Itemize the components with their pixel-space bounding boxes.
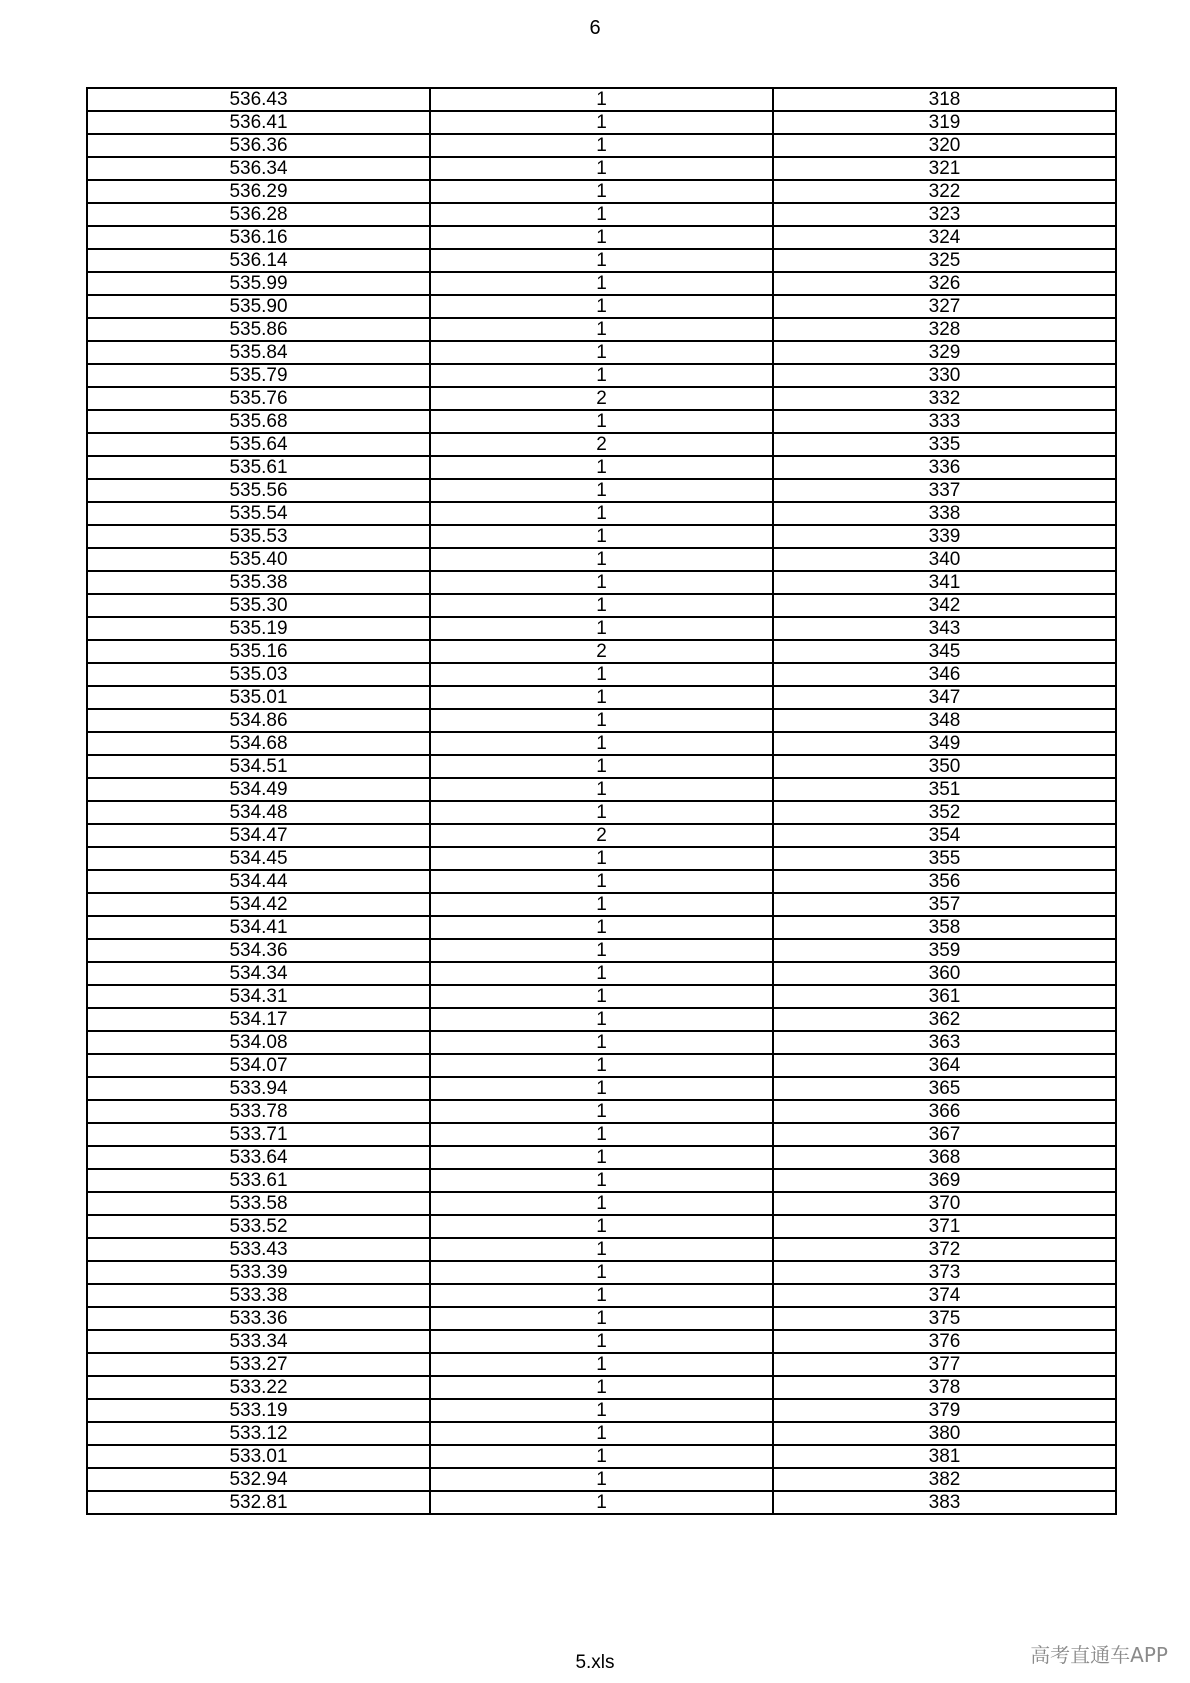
count-cell: 1 — [430, 180, 773, 203]
cumulative-cell: 377 — [773, 1353, 1116, 1376]
table-row — [87, 686, 1116, 709]
table-row — [87, 709, 1116, 732]
table-row — [87, 1077, 1116, 1100]
table-row — [87, 1261, 1116, 1284]
cumulative-cell: 324 — [773, 226, 1116, 249]
table-row — [87, 571, 1116, 594]
table-row — [87, 1215, 1116, 1238]
score-cell: 535.40 — [87, 548, 430, 571]
table-row — [87, 1123, 1116, 1146]
table-row — [87, 1054, 1116, 1077]
score-cell: 534.34 — [87, 962, 430, 985]
cumulative-cell: 358 — [773, 916, 1116, 939]
table-row — [87, 663, 1116, 686]
count-cell: 1 — [430, 1031, 773, 1054]
score-cell: 533.58 — [87, 1192, 430, 1215]
table-row — [87, 962, 1116, 985]
table-row — [87, 387, 1116, 410]
cumulative-cell: 339 — [773, 525, 1116, 548]
cumulative-cell: 338 — [773, 502, 1116, 525]
cumulative-cell: 351 — [773, 778, 1116, 801]
score-cell: 535.53 — [87, 525, 430, 548]
score-cell: 535.38 — [87, 571, 430, 594]
count-cell: 1 — [430, 778, 773, 801]
cumulative-cell: 359 — [773, 939, 1116, 962]
score-cell: 535.76 — [87, 387, 430, 410]
count-cell: 1 — [430, 226, 773, 249]
cumulative-cell: 320 — [773, 134, 1116, 157]
score-cell: 534.51 — [87, 755, 430, 778]
cumulative-cell: 378 — [773, 1376, 1116, 1399]
count-cell: 1 — [430, 364, 773, 387]
score-cell: 535.79 — [87, 364, 430, 387]
table-row — [87, 1422, 1116, 1445]
table-row — [87, 1031, 1116, 1054]
cumulative-cell: 381 — [773, 1445, 1116, 1468]
cumulative-cell: 346 — [773, 663, 1116, 686]
cumulative-cell: 355 — [773, 847, 1116, 870]
score-cell: 535.99 — [87, 272, 430, 295]
score-cell: 535.68 — [87, 410, 430, 433]
count-cell: 1 — [430, 1215, 773, 1238]
table-row — [87, 1192, 1116, 1215]
cumulative-cell: 370 — [773, 1192, 1116, 1215]
cumulative-cell: 367 — [773, 1123, 1116, 1146]
cumulative-cell: 363 — [773, 1031, 1116, 1054]
table-row — [87, 525, 1116, 548]
count-cell: 1 — [430, 1077, 773, 1100]
score-cell: 532.81 — [87, 1491, 430, 1514]
table-row — [87, 548, 1116, 571]
score-cell: 536.43 — [87, 88, 430, 111]
count-cell: 1 — [430, 1468, 773, 1491]
score-cell: 534.68 — [87, 732, 430, 755]
count-cell: 1 — [430, 686, 773, 709]
table-row — [87, 617, 1116, 640]
score-cell: 535.56 — [87, 479, 430, 502]
table-row — [87, 985, 1116, 1008]
table-row — [87, 157, 1116, 180]
score-cell: 534.45 — [87, 847, 430, 870]
score-cell: 533.27 — [87, 1353, 430, 1376]
score-cell: 533.94 — [87, 1077, 430, 1100]
count-cell: 1 — [430, 272, 773, 295]
table-row — [87, 1376, 1116, 1399]
score-cell: 535.84 — [87, 341, 430, 364]
table-row — [87, 1491, 1116, 1514]
table-row — [87, 640, 1116, 663]
count-cell: 1 — [430, 203, 773, 226]
table-row — [87, 318, 1116, 341]
count-cell: 1 — [430, 134, 773, 157]
cumulative-cell: 332 — [773, 387, 1116, 410]
count-cell: 1 — [430, 893, 773, 916]
cumulative-cell: 336 — [773, 456, 1116, 479]
cumulative-cell: 379 — [773, 1399, 1116, 1422]
count-cell: 2 — [430, 387, 773, 410]
score-cell: 534.17 — [87, 1008, 430, 1031]
cumulative-cell: 326 — [773, 272, 1116, 295]
count-cell: 1 — [430, 1192, 773, 1215]
cumulative-cell: 347 — [773, 686, 1116, 709]
score-cell: 534.48 — [87, 801, 430, 824]
count-cell: 2 — [430, 640, 773, 663]
cumulative-cell: 375 — [773, 1307, 1116, 1330]
table-row — [87, 479, 1116, 502]
table-row — [87, 893, 1116, 916]
cumulative-cell: 349 — [773, 732, 1116, 755]
score-cell: 534.08 — [87, 1031, 430, 1054]
cumulative-cell: 329 — [773, 341, 1116, 364]
table-row — [87, 203, 1116, 226]
count-cell: 1 — [430, 663, 773, 686]
table-row — [87, 1100, 1116, 1123]
cumulative-cell: 368 — [773, 1146, 1116, 1169]
table-row — [87, 1284, 1116, 1307]
score-table-body — [87, 88, 1116, 1514]
score-cell: 534.86 — [87, 709, 430, 732]
count-cell: 1 — [430, 571, 773, 594]
footer-filename: 5.xls — [575, 1652, 615, 1673]
score-cell: 535.90 — [87, 295, 430, 318]
score-table — [86, 87, 1117, 1515]
count-cell: 1 — [430, 755, 773, 778]
cumulative-cell: 382 — [773, 1468, 1116, 1491]
count-cell: 1 — [430, 870, 773, 893]
cumulative-cell: 356 — [773, 870, 1116, 893]
count-cell: 1 — [430, 1008, 773, 1031]
score-cell: 536.16 — [87, 226, 430, 249]
score-cell: 533.52 — [87, 1215, 430, 1238]
table-row — [87, 364, 1116, 387]
table-row — [87, 456, 1116, 479]
table-row — [87, 249, 1116, 272]
score-table-container — [86, 87, 1111, 1515]
cumulative-cell: 321 — [773, 157, 1116, 180]
score-cell: 534.41 — [87, 916, 430, 939]
cumulative-cell: 341 — [773, 571, 1116, 594]
count-cell: 1 — [430, 1100, 773, 1123]
score-cell: 534.31 — [87, 985, 430, 1008]
count-cell: 1 — [430, 318, 773, 341]
cumulative-cell: 319 — [773, 111, 1116, 134]
table-row — [87, 1008, 1116, 1031]
score-cell: 534.44 — [87, 870, 430, 893]
count-cell: 1 — [430, 410, 773, 433]
score-cell: 536.34 — [87, 157, 430, 180]
table-row — [87, 1307, 1116, 1330]
score-cell: 533.12 — [87, 1422, 430, 1445]
cumulative-cell: 330 — [773, 364, 1116, 387]
cumulative-cell: 357 — [773, 893, 1116, 916]
score-cell: 535.16 — [87, 640, 430, 663]
count-cell: 1 — [430, 1353, 773, 1376]
score-cell: 535.54 — [87, 502, 430, 525]
table-row — [87, 1169, 1116, 1192]
count-cell: 1 — [430, 916, 773, 939]
cumulative-cell: 362 — [773, 1008, 1116, 1031]
count-cell: 1 — [430, 341, 773, 364]
table-row — [87, 594, 1116, 617]
table-row — [87, 295, 1116, 318]
count-cell: 1 — [430, 157, 773, 180]
table-row — [87, 1353, 1116, 1376]
table-row — [87, 410, 1116, 433]
score-cell: 533.71 — [87, 1123, 430, 1146]
count-cell: 1 — [430, 456, 773, 479]
cumulative-cell: 327 — [773, 295, 1116, 318]
score-cell: 533.38 — [87, 1284, 430, 1307]
score-cell: 533.34 — [87, 1330, 430, 1353]
cumulative-cell: 366 — [773, 1100, 1116, 1123]
score-cell: 536.29 — [87, 180, 430, 203]
table-row — [87, 1146, 1116, 1169]
table-row — [87, 824, 1116, 847]
score-cell: 536.41 — [87, 111, 430, 134]
cumulative-cell: 373 — [773, 1261, 1116, 1284]
score-cell: 532.94 — [87, 1468, 430, 1491]
count-cell: 1 — [430, 709, 773, 732]
table-row — [87, 1468, 1116, 1491]
count-cell: 1 — [430, 1376, 773, 1399]
table-row — [87, 916, 1116, 939]
cumulative-cell: 322 — [773, 180, 1116, 203]
count-cell: 1 — [430, 1491, 773, 1514]
cumulative-cell: 374 — [773, 1284, 1116, 1307]
score-cell: 535.03 — [87, 663, 430, 686]
score-cell: 533.61 — [87, 1169, 430, 1192]
count-cell: 1 — [430, 1054, 773, 1077]
cumulative-cell: 350 — [773, 755, 1116, 778]
table-row — [87, 88, 1116, 111]
count-cell: 1 — [430, 617, 773, 640]
table-row — [87, 939, 1116, 962]
score-cell: 536.14 — [87, 249, 430, 272]
count-cell: 1 — [430, 548, 773, 571]
cumulative-cell: 342 — [773, 594, 1116, 617]
count-cell: 1 — [430, 1146, 773, 1169]
cumulative-cell: 335 — [773, 433, 1116, 456]
table-row — [87, 1399, 1116, 1422]
count-cell: 1 — [430, 111, 773, 134]
count-cell: 1 — [430, 1261, 773, 1284]
count-cell: 1 — [430, 732, 773, 755]
table-row — [87, 847, 1116, 870]
cumulative-cell: 380 — [773, 1422, 1116, 1445]
table-row — [87, 755, 1116, 778]
score-cell: 535.30 — [87, 594, 430, 617]
count-cell: 1 — [430, 1330, 773, 1353]
cumulative-cell: 328 — [773, 318, 1116, 341]
score-cell: 533.64 — [87, 1146, 430, 1169]
count-cell: 1 — [430, 525, 773, 548]
table-row — [87, 732, 1116, 755]
score-cell: 536.36 — [87, 134, 430, 157]
score-cell: 534.07 — [87, 1054, 430, 1077]
score-cell: 535.61 — [87, 456, 430, 479]
cumulative-cell: 343 — [773, 617, 1116, 640]
count-cell: 1 — [430, 985, 773, 1008]
score-cell: 533.39 — [87, 1261, 430, 1284]
score-cell: 533.22 — [87, 1376, 430, 1399]
score-cell: 534.47 — [87, 824, 430, 847]
watermark-text: 高考直通车APP — [1030, 1643, 1168, 1667]
cumulative-cell: 383 — [773, 1491, 1116, 1514]
score-cell: 533.36 — [87, 1307, 430, 1330]
table-row — [87, 226, 1116, 249]
count-cell: 1 — [430, 1284, 773, 1307]
cumulative-cell: 354 — [773, 824, 1116, 847]
count-cell: 1 — [430, 939, 773, 962]
count-cell: 1 — [430, 1445, 773, 1468]
page-number: 6 — [589, 17, 601, 39]
cumulative-cell: 364 — [773, 1054, 1116, 1077]
table-row — [87, 502, 1116, 525]
score-cell: 535.64 — [87, 433, 430, 456]
cumulative-cell: 323 — [773, 203, 1116, 226]
count-cell: 1 — [430, 1238, 773, 1261]
count-cell: 1 — [430, 847, 773, 870]
cumulative-cell: 365 — [773, 1077, 1116, 1100]
table-row — [87, 1330, 1116, 1353]
cumulative-cell: 371 — [773, 1215, 1116, 1238]
cumulative-cell: 376 — [773, 1330, 1116, 1353]
cumulative-cell: 318 — [773, 88, 1116, 111]
score-cell: 533.78 — [87, 1100, 430, 1123]
cumulative-cell: 340 — [773, 548, 1116, 571]
cumulative-cell: 337 — [773, 479, 1116, 502]
count-cell: 1 — [430, 1422, 773, 1445]
cumulative-cell: 352 — [773, 801, 1116, 824]
count-cell: 2 — [430, 824, 773, 847]
score-cell: 534.36 — [87, 939, 430, 962]
count-cell: 1 — [430, 502, 773, 525]
count-cell: 1 — [430, 1123, 773, 1146]
table-row — [87, 433, 1116, 456]
table-row — [87, 134, 1116, 157]
table-row — [87, 870, 1116, 893]
count-cell: 1 — [430, 479, 773, 502]
score-cell: 535.86 — [87, 318, 430, 341]
table-row — [87, 1238, 1116, 1261]
score-cell: 533.01 — [87, 1445, 430, 1468]
count-cell: 1 — [430, 88, 773, 111]
count-cell: 1 — [430, 594, 773, 617]
cumulative-cell: 325 — [773, 249, 1116, 272]
score-cell: 534.42 — [87, 893, 430, 916]
cumulative-cell: 333 — [773, 410, 1116, 433]
score-cell: 534.49 — [87, 778, 430, 801]
count-cell: 1 — [430, 295, 773, 318]
count-cell: 1 — [430, 1399, 773, 1422]
count-cell: 2 — [430, 433, 773, 456]
table-row — [87, 111, 1116, 134]
cumulative-cell: 361 — [773, 985, 1116, 1008]
count-cell: 1 — [430, 249, 773, 272]
count-cell: 1 — [430, 801, 773, 824]
cumulative-cell: 372 — [773, 1238, 1116, 1261]
score-cell: 535.01 — [87, 686, 430, 709]
count-cell: 1 — [430, 1307, 773, 1330]
score-cell: 536.28 — [87, 203, 430, 226]
count-cell: 1 — [430, 962, 773, 985]
cumulative-cell: 345 — [773, 640, 1116, 663]
table-row — [87, 801, 1116, 824]
cumulative-cell: 369 — [773, 1169, 1116, 1192]
score-cell: 535.19 — [87, 617, 430, 640]
table-row — [87, 341, 1116, 364]
score-cell: 533.19 — [87, 1399, 430, 1422]
table-row — [87, 180, 1116, 203]
table-row — [87, 272, 1116, 295]
score-cell: 533.43 — [87, 1238, 430, 1261]
table-row — [87, 778, 1116, 801]
count-cell: 1 — [430, 1169, 773, 1192]
cumulative-cell: 360 — [773, 962, 1116, 985]
table-row — [87, 1445, 1116, 1468]
cumulative-cell: 348 — [773, 709, 1116, 732]
